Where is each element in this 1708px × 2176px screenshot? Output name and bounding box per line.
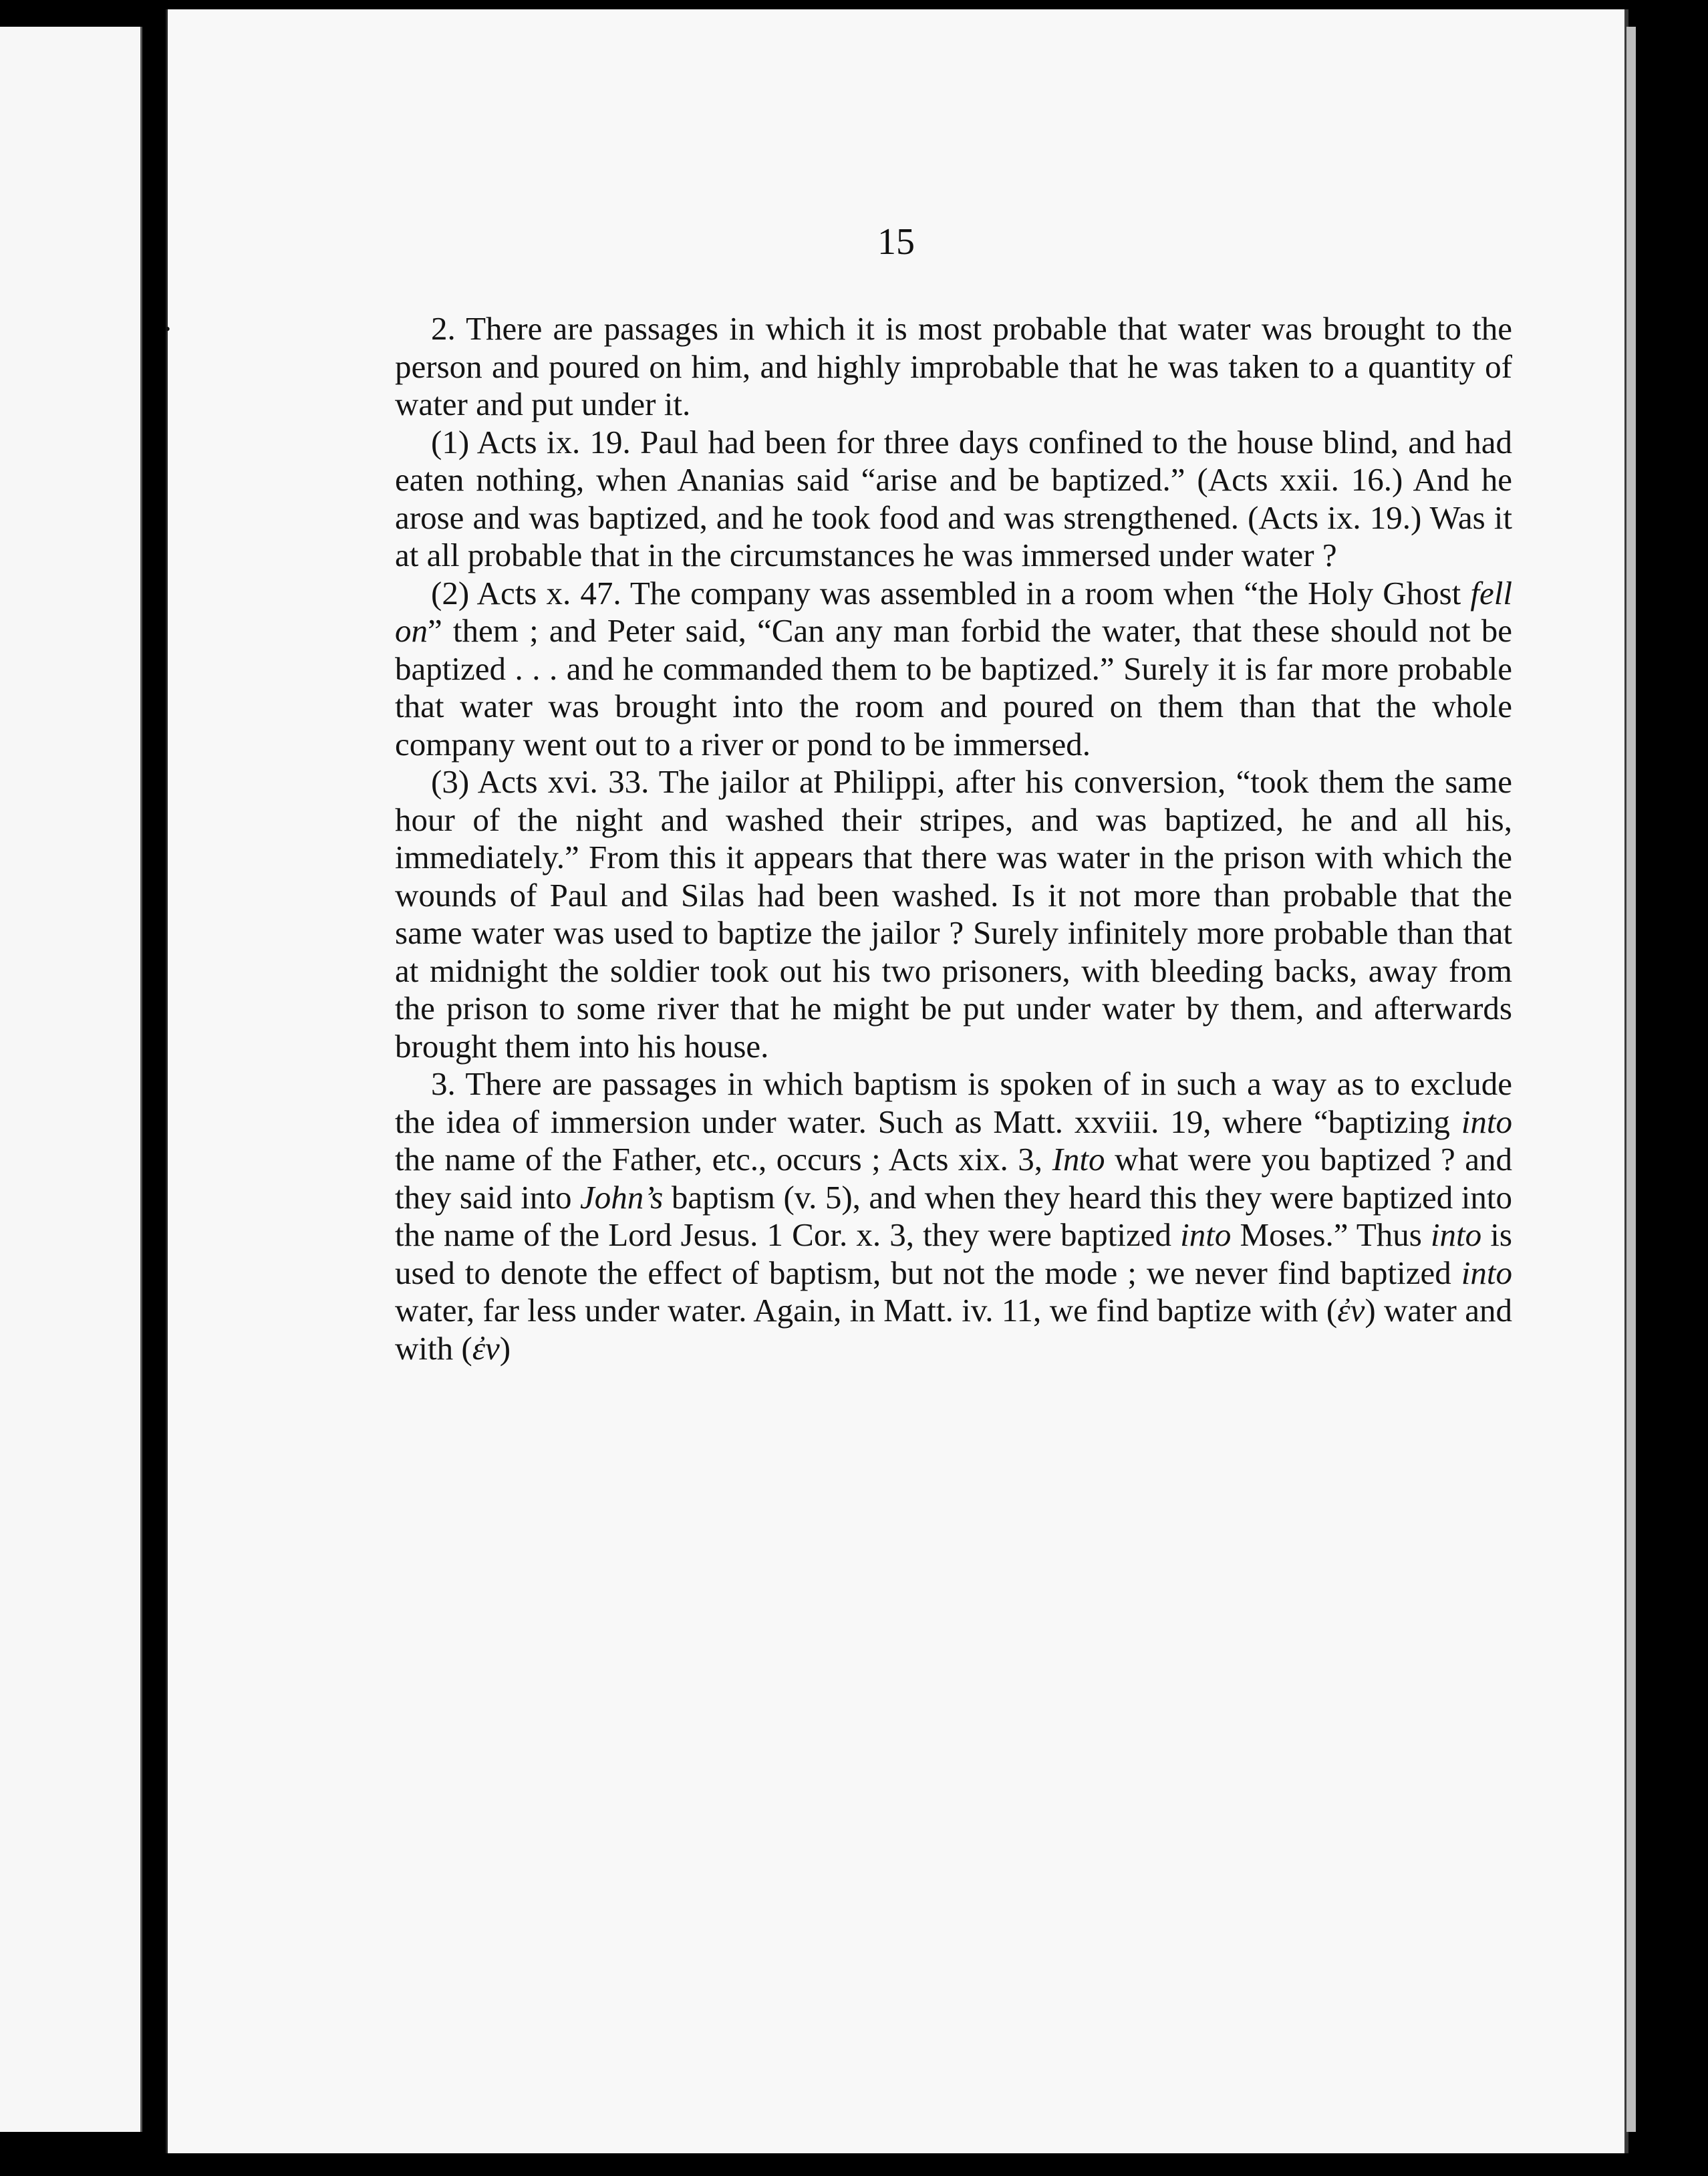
text-segment: the name of the Father, etc., occurs ; Acts xix. 3, bbox=[395, 1141, 1052, 1178]
page-edge-shadow bbox=[1626, 27, 1636, 2132]
paragraph-p2 bbox=[395, 310, 1512, 424]
text-segment: (3) Acts xvi. 33. The jailor at Philippi, after his conversion, “took them the same hour of the night and washed their stripes, and was baptized, he and all his, immediately.” From this it appears that there was water in the prison with which the wounds of Paul and Silas had been washed. Is it not more than probable that the same water was used to baptize the jailor ? Surely infinitely more probable than that at midnight the soldier took out his two prisoners, with bleeding backs, away from the prison to some river that he might be put under water by them, and afterwards brought them into his house. bbox=[395, 763, 1512, 1065]
text-segment: what were you baptized ? and they said into bbox=[395, 1141, 1512, 1216]
text-segment: 2. There are passages in which it is most probable that water was brought to the person and poured on him, and highly improbable that he was taken to a quantity of water and put under it. bbox=[395, 310, 1512, 422]
paragraph-p3 bbox=[395, 1065, 1512, 1367]
italic-text: into bbox=[1180, 1216, 1232, 1253]
italic-text: into bbox=[1461, 1254, 1512, 1291]
italic-text: into bbox=[1461, 1103, 1512, 1140]
text-segment: (2) Acts x. 47. The company was assembled in a room when “the Holy Ghost bbox=[431, 574, 1471, 611]
text-segment: ” them ; and Peter said, “Can any man forbid the water, that these should not be baptized . . . and he commanded them to be baptized.” Surely it is far more probable that water was brought into the room and poured on them than that the whole company went out to a river or pond to be immersed. bbox=[395, 612, 1512, 763]
text-segment: baptism (v. 5), and when they heard this they were baptized into the name of the Lord Jesus. 1 Cor. x. 3, they were baptized bbox=[395, 1178, 1513, 1253]
italic-text: fell on bbox=[395, 574, 1512, 649]
paragraph-p2-1 bbox=[395, 424, 1512, 575]
facing-page-edge bbox=[0, 27, 142, 2132]
text-segment: (1) Acts ix. 19. Paul had been for three days confined to the house blind, and had eaten nothing, when Ananias said “arise and be baptized.” (Acts xxii. 16.) And he arose and was baptized, and he took food and was strengthened. (Acts ix. 19.) Was it at all probable that in the circumstances he was immersed under water ? bbox=[395, 423, 1512, 573]
text-segment: 3. There are passages in which baptism is spoken of in such a way as to exclude the idea of immersion under water. Such as Matt. xxviii. 19, where “baptizing bbox=[395, 1065, 1512, 1140]
paragraph-p2-3 bbox=[395, 763, 1512, 1065]
book-page bbox=[166, 9, 1628, 2153]
paragraph-p2-2 bbox=[395, 575, 1512, 764]
italic-text: John’s bbox=[580, 1178, 664, 1216]
text-segment: ) water and with ( bbox=[395, 1292, 1513, 1367]
italic-text: Into bbox=[1052, 1141, 1105, 1178]
text-segment: ) bbox=[499, 1329, 511, 1367]
text-segment: water, far less under water. Again, in Matt. iv. 11, we find baptize with ( bbox=[395, 1292, 1338, 1329]
text-segment: Moses.” Thus bbox=[1231, 1216, 1431, 1253]
italic-text: ἐν bbox=[472, 1329, 500, 1367]
text-segment: is used to denote the effect of baptism, but not the mode ; we never find baptized bbox=[395, 1216, 1512, 1291]
page-number: 15 bbox=[877, 221, 915, 263]
margin-mark: • bbox=[164, 319, 171, 339]
body-text bbox=[395, 310, 1512, 1367]
italic-text: into bbox=[1430, 1216, 1482, 1253]
italic-text: ἐν bbox=[1337, 1292, 1365, 1329]
